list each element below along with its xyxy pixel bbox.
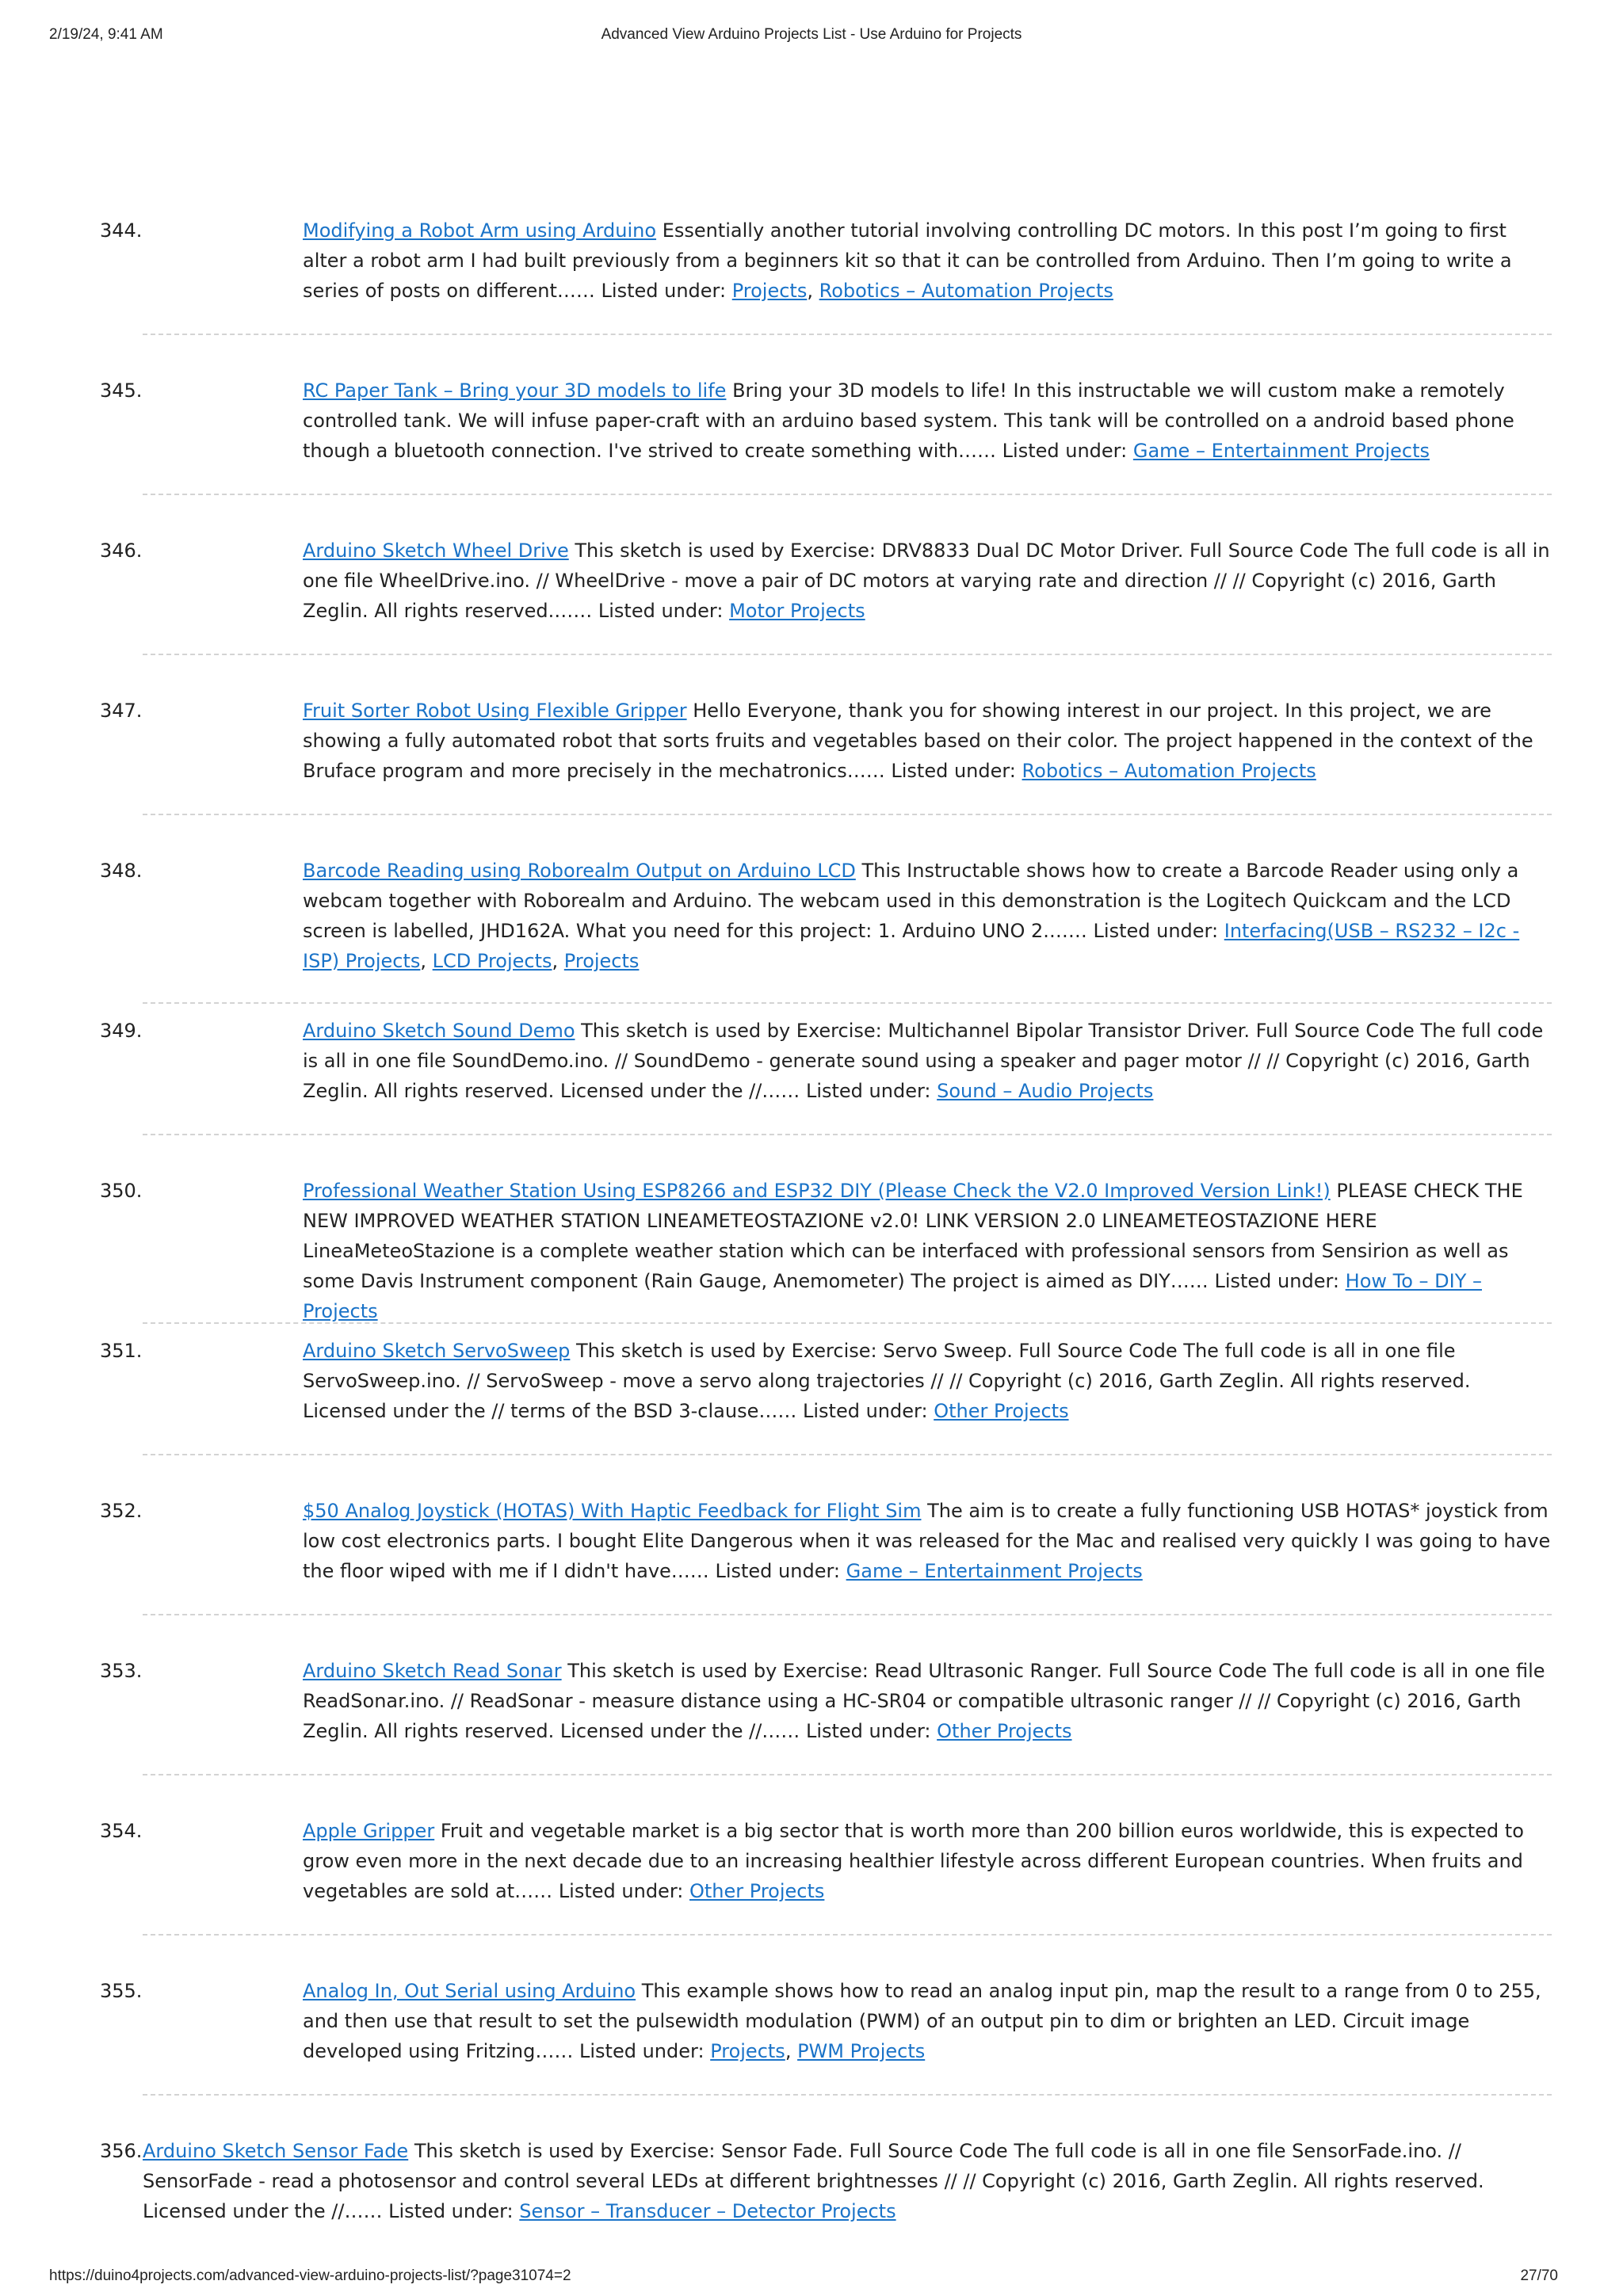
entry-divider <box>143 334 1552 335</box>
list-item-number: 344. <box>100 219 143 242</box>
project-description: Bring your 3D models to life! In this instructable we will custom make a remotely controlled tank. We will infuse paper-craft with an arduino based system. This tank will be controlled on a android based phone though a bluetooth connection. I've strived to create something with…… <box>303 379 1514 462</box>
category-link[interactable]: Projects <box>731 280 808 302</box>
project-description: This sketch is used by Exercise: Read Ultrasonic Ranger. Full Source Code The full code is all in one file ReadSonar.ino. // ReadSonar - measure distance using a HC-SR04 or compatible ultrasonic ranger // // Copyright (c) 2016, Garth Zeglin. All rights reserved. Licensed under the //…… <box>303 1660 1545 1742</box>
project-description: Hello Everyone, thank you for showing interest in our project. In this project, we are showing a fully automated robot that sorts fruits and vegetables based on their color. The project happened in the context of the Bruface program and more precisely in the mechatronics…… <box>303 700 1533 782</box>
project-title-link[interactable]: Professional Weather Station Using ESP8266 and ESP32 DIY (Please Check the V2.0 Improved Version Link!) <box>303 1180 1331 1202</box>
page-url: https://duino4projects.com/advanced-view-arduino-projects-list/?page31074=2 <box>49 2267 571 2284</box>
list-item-number: 349. <box>100 1020 143 1042</box>
entry-divider <box>143 1322 1552 1324</box>
listed-under-label: Listed under: <box>805 1080 931 1102</box>
list-item-body <box>303 1176 1553 1326</box>
entry-divider <box>143 494 1552 495</box>
project-description: This sketch is used by Exercise: DRV8833 Dual DC Motor Driver. Full Source Code The full code is all in one file WheelDrive.ino. // WheelDrive - move a pair of DC motors at varying rate and direction // // Copyright (c) 2016, Garth Zeglin. All rights reserved.…… <box>303 540 1550 622</box>
list-item-body: Analog In, Out Serial using Arduino This example shows how to read an analog input pin, map the result to a range from 0 to 255, and then use that result to set the pulsewidth modulation (PWM) of an output pin to dim or brighten an LED. Circuit image developed using Fritzing…… Listed under: Projects, PWM Projects <box>303 1980 1541 2062</box>
category-link[interactable]: LCD Projects <box>432 950 552 972</box>
project-description: Essentially another tutorial involving controlling DC motors. In this post I’m going to first alter a robot arm I had built previously from a beginners kit so that it can be controlled from Arduino. Then I’m going to write a series of posts on different…… <box>303 219 1512 302</box>
list-item-number: 345. <box>100 379 143 402</box>
project-description: This sketch is used by Exercise: Multichannel Bipolar Transistor Driver. Full Source Code The full code is all in one file SoundDemo.ino. // SoundDemo - generate sound using a speaker and pager motor // // Copyright (c) 2016, Garth Zeglin. All rights reserved. Licensed under the //…… <box>303 1020 1544 1102</box>
list-item-body <box>303 1816 1553 1906</box>
category-link[interactable]: Game – Entertainment Projects <box>1132 440 1430 462</box>
project-description: This Instructable shows how to create a Barcode Reader using only a webcam together with Roborealm and Arduino. The webcam used in this demonstration is the Logitech Quickcam and the LCD screen is labelled, JHD162A. What you need for this project: 1. Arduino UNO 2.…… <box>303 860 1519 942</box>
project-description: Fruit and vegetable market is a big sector that is worth more than 200 billion euros worldwide, this is expected to grow even more in the next decade due to an increasing healthier lifestyle across different European countries. When fruits and vegetables are sold at…… <box>303 1820 1524 1902</box>
project-description: PLEASE CHECK THE NEW IMPROVED WEATHER STATION LINEAMETEOSTAZIONE v2.0! LINK VERSION 2.0 LINEAMETEOSTAZIONE HERE LineaMeteoStazione is a complete weather station which can be interfaced with professional sensors from Sensirion as well as some Davis Instrument component (Rain Gauge, Anemometer) The project is aimed as DIY…… <box>303 1180 1523 1292</box>
project-title-link[interactable]: Modifying a Robot Arm using Arduino <box>303 219 657 242</box>
project-description: This sketch is used by Exercise: Servo Sweep. Full Source Code The full code is all in one file ServoSweep.ino. // ServoSweep - move a servo along trajectories // // Copyright (c) 2016, Garth Zeglin. All rights reserved. Licensed under the // terms of the BSD 3-clause…… <box>303 1340 1471 1422</box>
listed-under-label: Listed under: <box>805 1720 931 1742</box>
project-title-link[interactable]: Arduino Sketch Sound Demo <box>303 1020 575 1042</box>
list-item-body <box>303 1496 1553 1586</box>
category-link[interactable]: Motor Projects <box>729 600 865 622</box>
category-link[interactable]: Interfacing(USB – RS232 – I2c -ISP) Projects <box>303 920 1520 972</box>
list-item-body <box>303 1336 1553 1426</box>
category-link[interactable]: Sound – Audio Projects <box>937 1080 1154 1102</box>
project-title-link[interactable]: Barcode Reading using Roborealm Output on Arduino LCD <box>303 860 856 882</box>
project-description: The aim is to create a fully functioning USB HOTAS* joystick from low cost electronics parts. I bought Elite Dangerous when it was released for the Mac and realised very quickly I was going to have the floor wiped with me if I didn't have…… <box>303 1500 1551 1582</box>
category-link[interactable]: Projects <box>563 950 640 972</box>
entry-divider <box>143 1134 1552 1135</box>
list-item-body: Modifying a Robot Arm using Arduino Essentially another tutorial involving controlling DC motors. In this post I’m going to first alter a robot arm I had built previously from a beginners kit so that it can be controlled from Arduino. Then I’m going to write a series of posts on different…… Listed under: Projects, Robotics – Automation Projects <box>303 219 1512 302</box>
listed-under-label: Listed under: <box>891 760 1016 782</box>
print-datetime: 2/19/24, 9:41 AM <box>49 26 163 43</box>
list-item-body <box>303 536 1553 626</box>
list-item-number: 355. <box>100 1980 143 2002</box>
list-item-number: 346. <box>100 540 143 562</box>
project-title-link[interactable]: Fruit Sorter Robot Using Flexible Gripper <box>303 700 687 722</box>
entry-divider <box>143 2094 1552 2096</box>
category-link[interactable]: Sensor – Transducer – Detector Projects <box>519 2200 896 2222</box>
listed-under-label: Listed under: <box>601 280 727 302</box>
listed-under-label: Listed under: <box>1002 440 1128 462</box>
project-title-link[interactable]: Arduino Sketch Wheel Drive <box>303 540 569 562</box>
listed-under-label: Listed under: <box>715 1560 840 1582</box>
listed-under-label: Listed under: <box>1093 920 1219 942</box>
entry-divider <box>143 1454 1552 1455</box>
entry-divider <box>143 1002 1552 1004</box>
project-title-link[interactable]: $50 Analog Joystick (HOTAS) With Haptic Feedback for Flight Sim <box>303 1500 922 1522</box>
project-title-link[interactable]: Arduino Sketch ServoSweep <box>303 1340 571 1362</box>
listed-under-label: Listed under: <box>558 1880 684 1902</box>
entry-divider <box>143 654 1552 655</box>
category-link[interactable]: PWM Projects <box>797 2040 926 2062</box>
list-item-number: 352. <box>100 1500 143 1522</box>
entry-divider <box>143 814 1552 815</box>
listed-under-label: Listed under: <box>598 600 724 622</box>
entry-divider <box>143 1934 1552 1936</box>
entry-divider <box>143 1774 1552 1775</box>
list-item-body <box>303 696 1553 786</box>
listed-under-label: Listed under: <box>1214 1270 1339 1292</box>
listed-under-label: Listed under: <box>388 2200 514 2222</box>
listed-under-label: Listed under: <box>803 1400 928 1422</box>
project-title-link[interactable]: Analog In, Out Serial using Arduino <box>303 1980 636 2002</box>
list-item-number: 351. <box>100 1340 143 1362</box>
page-title: Advanced View Arduino Projects List - Use Arduino for Projects <box>601 26 1022 43</box>
list-item-number: 356. <box>100 2140 143 2162</box>
project-title-link[interactable]: Arduino Sketch Read Sonar <box>303 1660 562 1682</box>
category-link[interactable]: Other Projects <box>689 1880 825 1902</box>
category-link[interactable]: Projects <box>710 2040 785 2062</box>
list-item-body <box>303 1656 1553 1746</box>
list-item-body <box>100 2136 1553 2226</box>
project-description: This example shows how to read an analog input pin, map the result to a range from 0 to 255, and then use that result to set the pulsewidth modulation (PWM) of an output pin to dim or brighten an LED. Circuit image developed using Fritzing…… <box>303 1980 1541 2062</box>
page-number: 27/70 <box>1520 2267 1558 2284</box>
category-link[interactable]: How To – DIY – Projects <box>303 1270 1482 1322</box>
project-title-link[interactable]: RC Paper Tank – Bring your 3D models to life <box>303 379 727 402</box>
category-link[interactable]: Robotics – Automation Projects <box>819 280 1113 302</box>
list-item-body <box>303 376 1553 466</box>
list-item-number: 350. <box>100 1180 143 1202</box>
list-item-body: Barcode Reading using Roborealm Output on Arduino LCD This Instructable shows how to create a Barcode Reader using only a webcam together with Roborealm and Arduino. The webcam used in this demonstration is the Logitech Quickcam and the LCD screen is labelled, JHD162A. What you need for this project: 1. Arduino UNO 2.…… Listed under: Interfacing(USB – RS232 – I2c -ISP) Projects, LCD Projects, Projects <box>303 860 1520 972</box>
list-item-number: 353. <box>100 1660 143 1682</box>
list-item-number: 354. <box>100 1820 143 1842</box>
project-description: This sketch is used by Exercise: Sensor Fade. Full Source Code The full code is all in one file SensorFade.ino. // SensorFade - read a photosensor and control several LEDs at different brightnesses // // Copyright (c) 2016, Garth Zeglin. All rights reserved. Licensed under the //…… <box>143 2140 1484 2222</box>
list-item-body <box>303 1016 1553 1106</box>
category-link[interactable]: Other Projects <box>934 1400 1069 1422</box>
entry-divider <box>143 1614 1552 1615</box>
category-link[interactable]: Other Projects <box>937 1720 1072 1742</box>
list-item-number: 347. <box>100 700 143 722</box>
category-link[interactable]: Robotics – Automation Projects <box>1022 760 1316 782</box>
project-title-link[interactable]: Arduino Sketch Sensor Fade <box>143 2140 409 2162</box>
listed-under-label: Listed under: <box>579 2040 705 2062</box>
project-title-link[interactable]: Apple Gripper <box>303 1820 435 1842</box>
list-item-number: 348. <box>100 860 143 882</box>
category-link[interactable]: Game – Entertainment Projects <box>846 1560 1143 1582</box>
